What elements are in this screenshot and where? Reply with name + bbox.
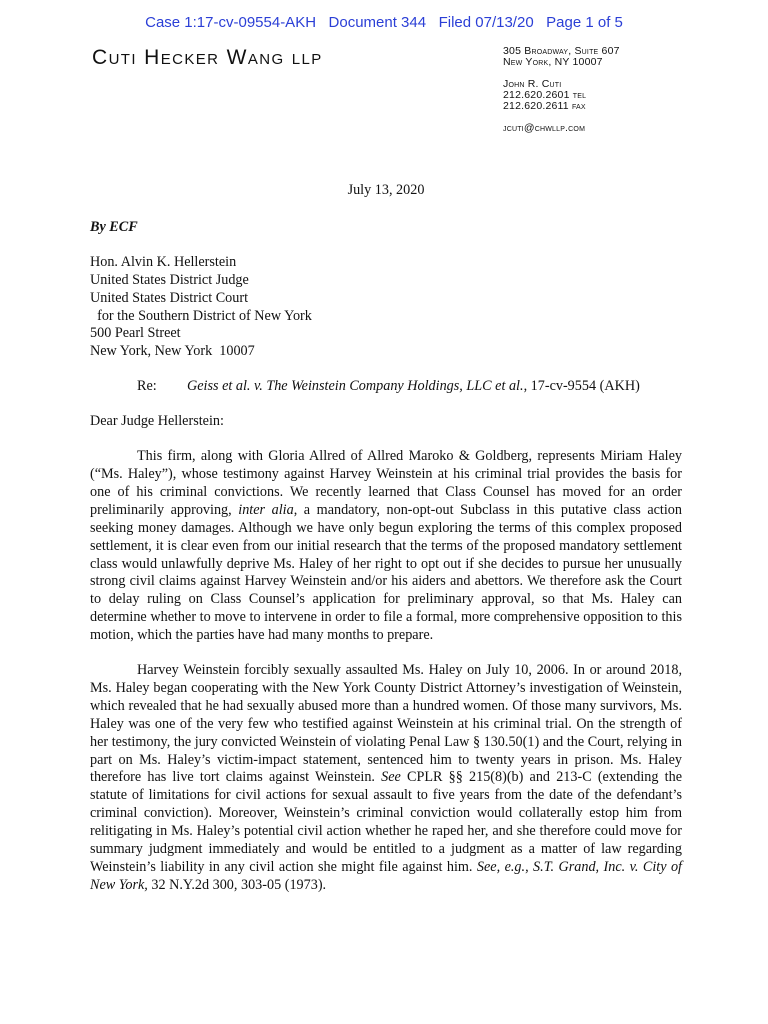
paragraph-2	[90, 662, 682, 895]
phone-tel: 212.620.2601 tel	[503, 89, 587, 101]
recipient-line: United States District Judge	[90, 271, 249, 288]
delivery-method: By ECF	[90, 218, 138, 235]
re-case-caption: Geiss et al. v. The Weinstein Company Holdings, LLC et al.	[187, 378, 524, 395]
see-signal-italic: See	[381, 769, 401, 786]
re-line	[137, 378, 682, 396]
salutation: Dear Judge Hellerstein:	[90, 413, 224, 430]
re-label: Re:	[137, 378, 157, 395]
recipient-line: United States District Court	[90, 289, 249, 306]
recipient-address	[90, 254, 682, 361]
recipient-line: New York, New York 10007	[90, 343, 255, 360]
contact-name: John R. Cuti	[503, 78, 562, 90]
re-case-number: , 17-cv-9554 (AKH)	[523, 378, 640, 395]
phone-fax: 212.620.2611 fax	[503, 100, 586, 112]
case-citation-italic: S.T. Grand, Inc. v. City of New York,	[90, 859, 682, 893]
paragraph-1-text: This firm, along with Gloria Allred of Allred Maroko & Goldberg, represents Miriam Haley (“Ms. Haley”), whose testimony against Harvey Weinstein at his criminal trial provides the basis for one of his criminal convictions. We recently learned that Class Counsel has moved for an order preliminarily approving,	[90, 448, 682, 518]
recipient-line: Hon. Alvin K. Hellerstein	[90, 253, 237, 270]
paragraph-1	[90, 448, 682, 645]
see-eg-italic: See, e.g.	[476, 859, 526, 875]
reporter-citation: 32 N.Y.2d 300, 303-05 (1973).	[147, 876, 327, 893]
paragraph-2-text: Harvey Weinstein forcibly sexually assaulted Ms. Haley on July 10, 2006. In or around 2018, Ms. Haley began cooperating with the New York County District Attorney’s investigation of Weinstein, which revealed that he had sexually abused more than a hundred women. Of those many survivors, Ms. Haley was one of the very few who testified against Weinstein at his criminal trial. On the strength of her testimony, the jury convicted Weinstein of violating Penal Law § 130.50(1) and the Court, relying in part on Ms. Haley’s victim-impact statement, sentenced him to twenty years in prison. Ms. Haley therefore has live tort claims against Weinstein.	[90, 662, 682, 786]
firm-name: Cuti Hecker Wang llp	[92, 46, 323, 69]
email-address[interactable]: jcuti@chwllp.com	[503, 122, 586, 134]
firm-contact-block	[503, 46, 620, 134]
re-case	[187, 378, 640, 396]
address-line-2: New York, NY 10007	[503, 56, 603, 68]
paragraph-2-text-cont: CPLR §§ 215(8)(b) and 213-C (extending the statute of limitations for civil actions for sexual assault to five years from the date of the defendant’s criminal conviction). Moreover, Weinstein’s criminal conviction would collaterally estop him from relitigating in Ms. Haley’s potential civil action whether he raped her, and she therefore could move for summary judgment immediately and would be entitled to a judgment as a matter of law regarding Weinstein’s liability in any civil action she might file against him.	[90, 769, 682, 875]
inter-alia-italic: inter alia	[238, 501, 294, 518]
recipient-line: 500 Pearl Street	[90, 325, 181, 342]
citation-comma: ,	[525, 859, 534, 875]
case-filing-stamp: Case 1:17-cv-09554-AKH Document 344 Filed 07/13/20 Page 1 of 5	[145, 14, 623, 31]
address-line-1: 305 Broadway, Suite 607	[503, 45, 620, 57]
recipient-line: for the Southern District of New York	[90, 307, 312, 324]
letter-body	[90, 182, 682, 912]
paragraph-1-text-cont: , a mandatory, non-opt-out Subclass in this putative class action seeking money damages. Although we have only begun exploring the terms of this complex proposed settlement, it is clear even from our initial research that the terms of the proposed mandatory settlement class would unlawfully deprive Ms. Haley of her right to opt out if she decides to pursue her unusually strong civil claims against Harvey Weinstein and/or his aiders and abettors. We therefore ask the Court to delay ruling on Class Counsel’s application for preliminary approval, so that Ms. Haley can determine whether to move to intervene in order to file a formal, more comprehensive opposition to this motion, which the parties have had many months to prepare.	[90, 501, 682, 644]
letter-date: July 13, 2020	[347, 182, 425, 198]
